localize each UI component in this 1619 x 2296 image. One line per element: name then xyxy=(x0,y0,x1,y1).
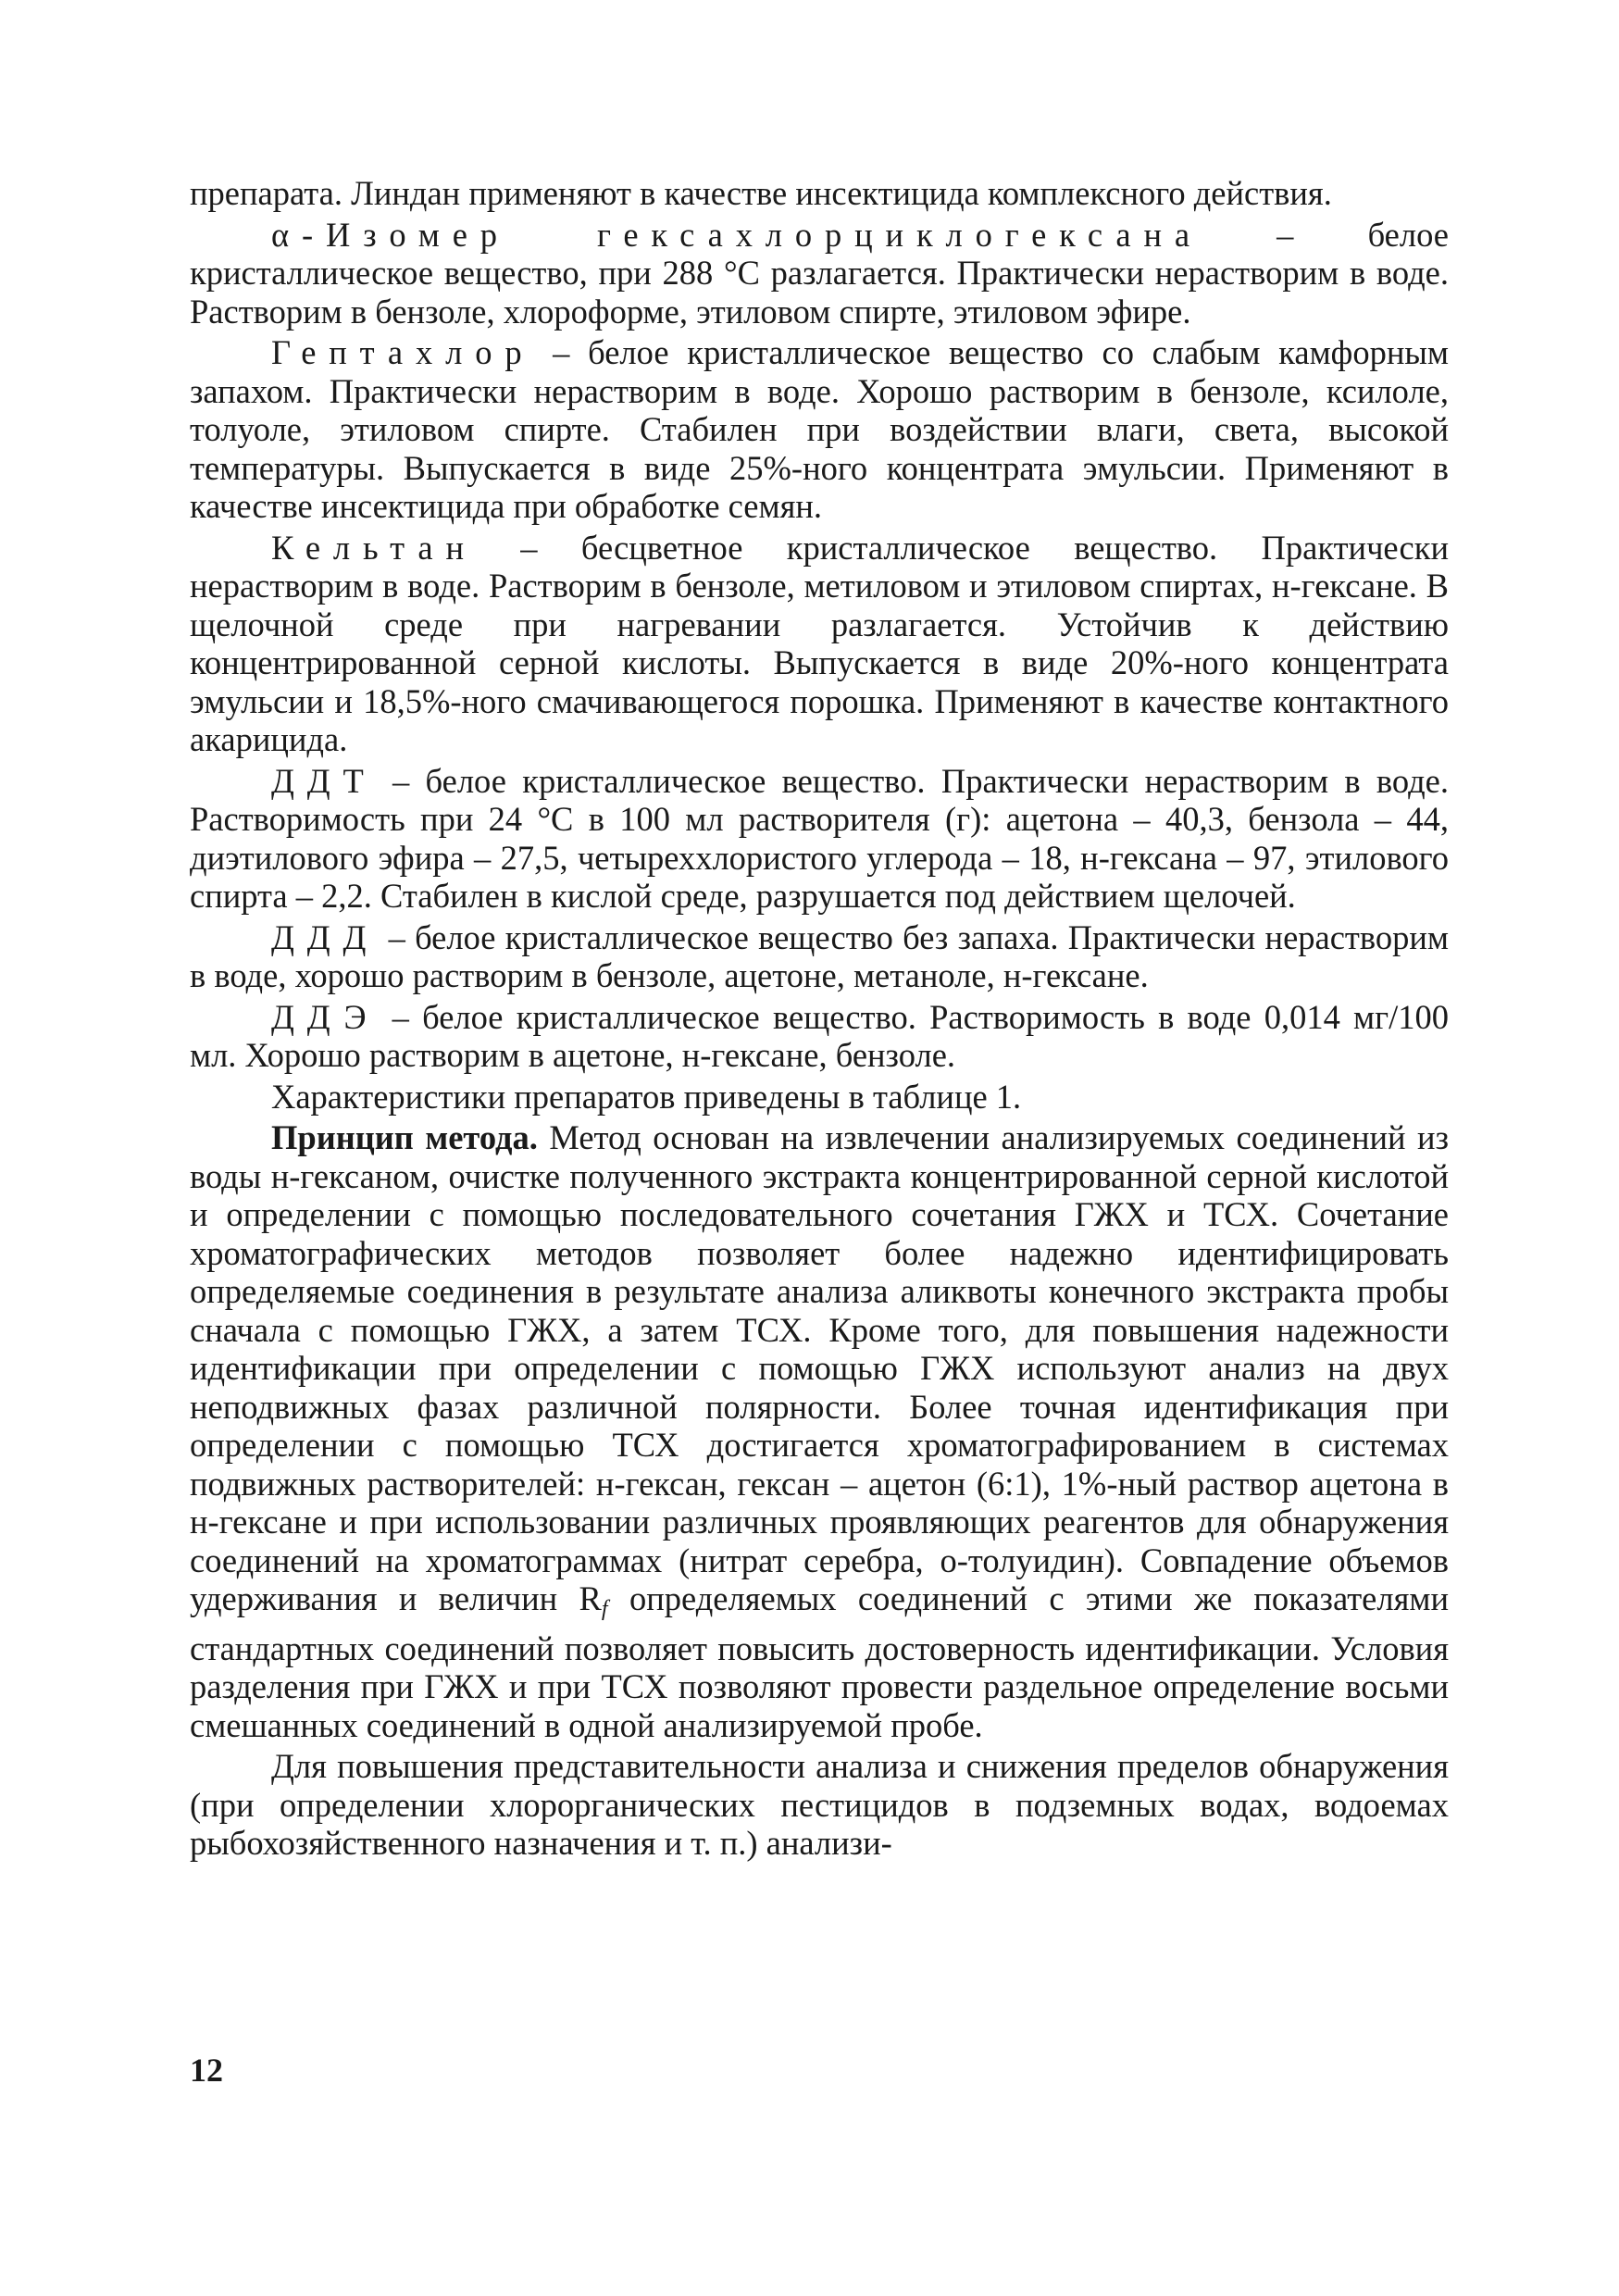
term-dde: ДДЭ xyxy=(271,997,380,1036)
text-ddd: – белое кристаллическое вещество без запаха. Практически нерастворим в воде, хорошо растворим в бензоле, ацетоне, метаноле, н-гексане. xyxy=(190,917,1449,994)
term-keltan: Кельтан xyxy=(271,528,477,567)
term-alpha-isomer: α-Изомер гексахлорциклогексана xyxy=(271,215,1202,254)
term-heptachlor: Гептахлор xyxy=(271,333,535,371)
term-ddd: ДДД xyxy=(271,917,380,956)
rf-subscript: f xyxy=(601,1597,608,1621)
text-dde: – белое кристаллическое вещество. Растворимость в воде 0,014 мг/100 мл. Хорошо растворим в ацетоне, н-гексане, бензоле. xyxy=(190,997,1449,1074)
paragraph-heptachlor xyxy=(190,333,1449,526)
text-ddt: – белое кристаллическое вещество. Практически нерастворим в воде. Растворимость при 24 °С в 100 мл растворителя (г): ацетона – 40,3, бензола – 44, диэтилового эфира – 27,5, четыреххлористого углерода – 18, н-гексана – 97, этилового спирта – 2,2. Стабилен в кислой среде, разрушается под действием щелочей. xyxy=(190,761,1449,915)
text-keltan: – бесцветное кристаллическое вещество. Практически нерастворим в воде. Растворим в бензоле, метиловом и этиловом спиртах, н-гексане. В щелочной среде при нагревании разлагается. Устойчив к действию концентрированной серной кислоты. Выпускается в виде 20%-ного концентрата эмульсии и 18,5%-ного смачивающегося порошка. Применяют в качестве контактного акарицида. xyxy=(190,528,1449,758)
paragraph-dde xyxy=(190,998,1449,1075)
page-body xyxy=(190,174,1449,1866)
text-method-principle-1: Метод основан на извлечении анализируемых соединений из воды н-гексаном, очистке полученного экстракта концентрированной серной кислотой и определении с помощью последовательного сочетания ГЖХ и ТСХ. Сочетание хроматографических методов позволяет более надежно идентифицировать определяемые соединения в результате анализа аликвоты конечного экстракта пробы сначала с помощью ГЖХ, а затем ТСХ. Кроме того, для повышения надежности идентификации при определении с помощью ГЖХ используют анализ на двух неподвижных фазах различной полярности. Более точная идентификация при определении с помощью ТСХ достигается хроматографированием в системах подвижных растворителей: н-гексан, гексан – ацетон (6:1), 1%-ный раствор ацетона в н-гексане и при использовании различных проявляющих реагентов для обнаружения соединений на хроматограммах (нитрат серебра, о-толуидин). Совпадение объемов удерживания и величин R xyxy=(190,1118,1450,1617)
page-number: 12 xyxy=(190,2052,223,2089)
text-heptachlor: – белое кристаллическое вещество со слабым камфорным запахом. Практически нерастворим в воде. Хорошо растворим в бензоле, ксилоле, толуоле, этиловом спирте. Стабилен при воздействии влаги, света, высокой температуры. Выпускается в виде 25%-ного концентрата эмульсии. Применяют в качестве инсектицида при обработке семян. xyxy=(190,333,1449,525)
paragraph-ddt xyxy=(190,762,1449,916)
paragraph-alpha-isomer xyxy=(190,216,1449,331)
paragraph-ddd xyxy=(190,918,1449,995)
text-alpha-isomer: – белое кристаллическое вещество, при 288 °С разлагается. Практически нерастворим в воде. Растворим в бензоле, хлороформе, этиловом спирте, этиловом эфире. xyxy=(190,215,1449,331)
paragraph-table-reference: Характеристики препаратов приведены в таблице 1. xyxy=(271,1077,1022,1116)
paragraph-representativeness: Для повышения представительности анализа и снижения пределов обнаружения (при определении хлорорганических пестицидов в подземных водах, водоемах рыбохозяйственного назначения и т. п.) анализи- xyxy=(190,1747,1449,1862)
paragraph-method-principle xyxy=(190,1118,1449,1744)
term-ddt: ДДТ xyxy=(271,761,377,800)
heading-method-principle: Принцип метода. xyxy=(271,1118,538,1156)
text-method-principle-2: определяемых соединений с этими же показателями стандартных соединений позволяет повысить достоверность идентификации. Условия разделения при ГЖХ и при ТСХ позволяют провести раздельное определение восьми смешанных соединений в одной анализируемой пробе. xyxy=(190,1579,1449,1744)
paragraph-keltan xyxy=(190,529,1449,759)
paragraph-lindan-end: препарата. Линдан применяют в качестве инсектицида комплексного действия. xyxy=(190,174,1332,212)
